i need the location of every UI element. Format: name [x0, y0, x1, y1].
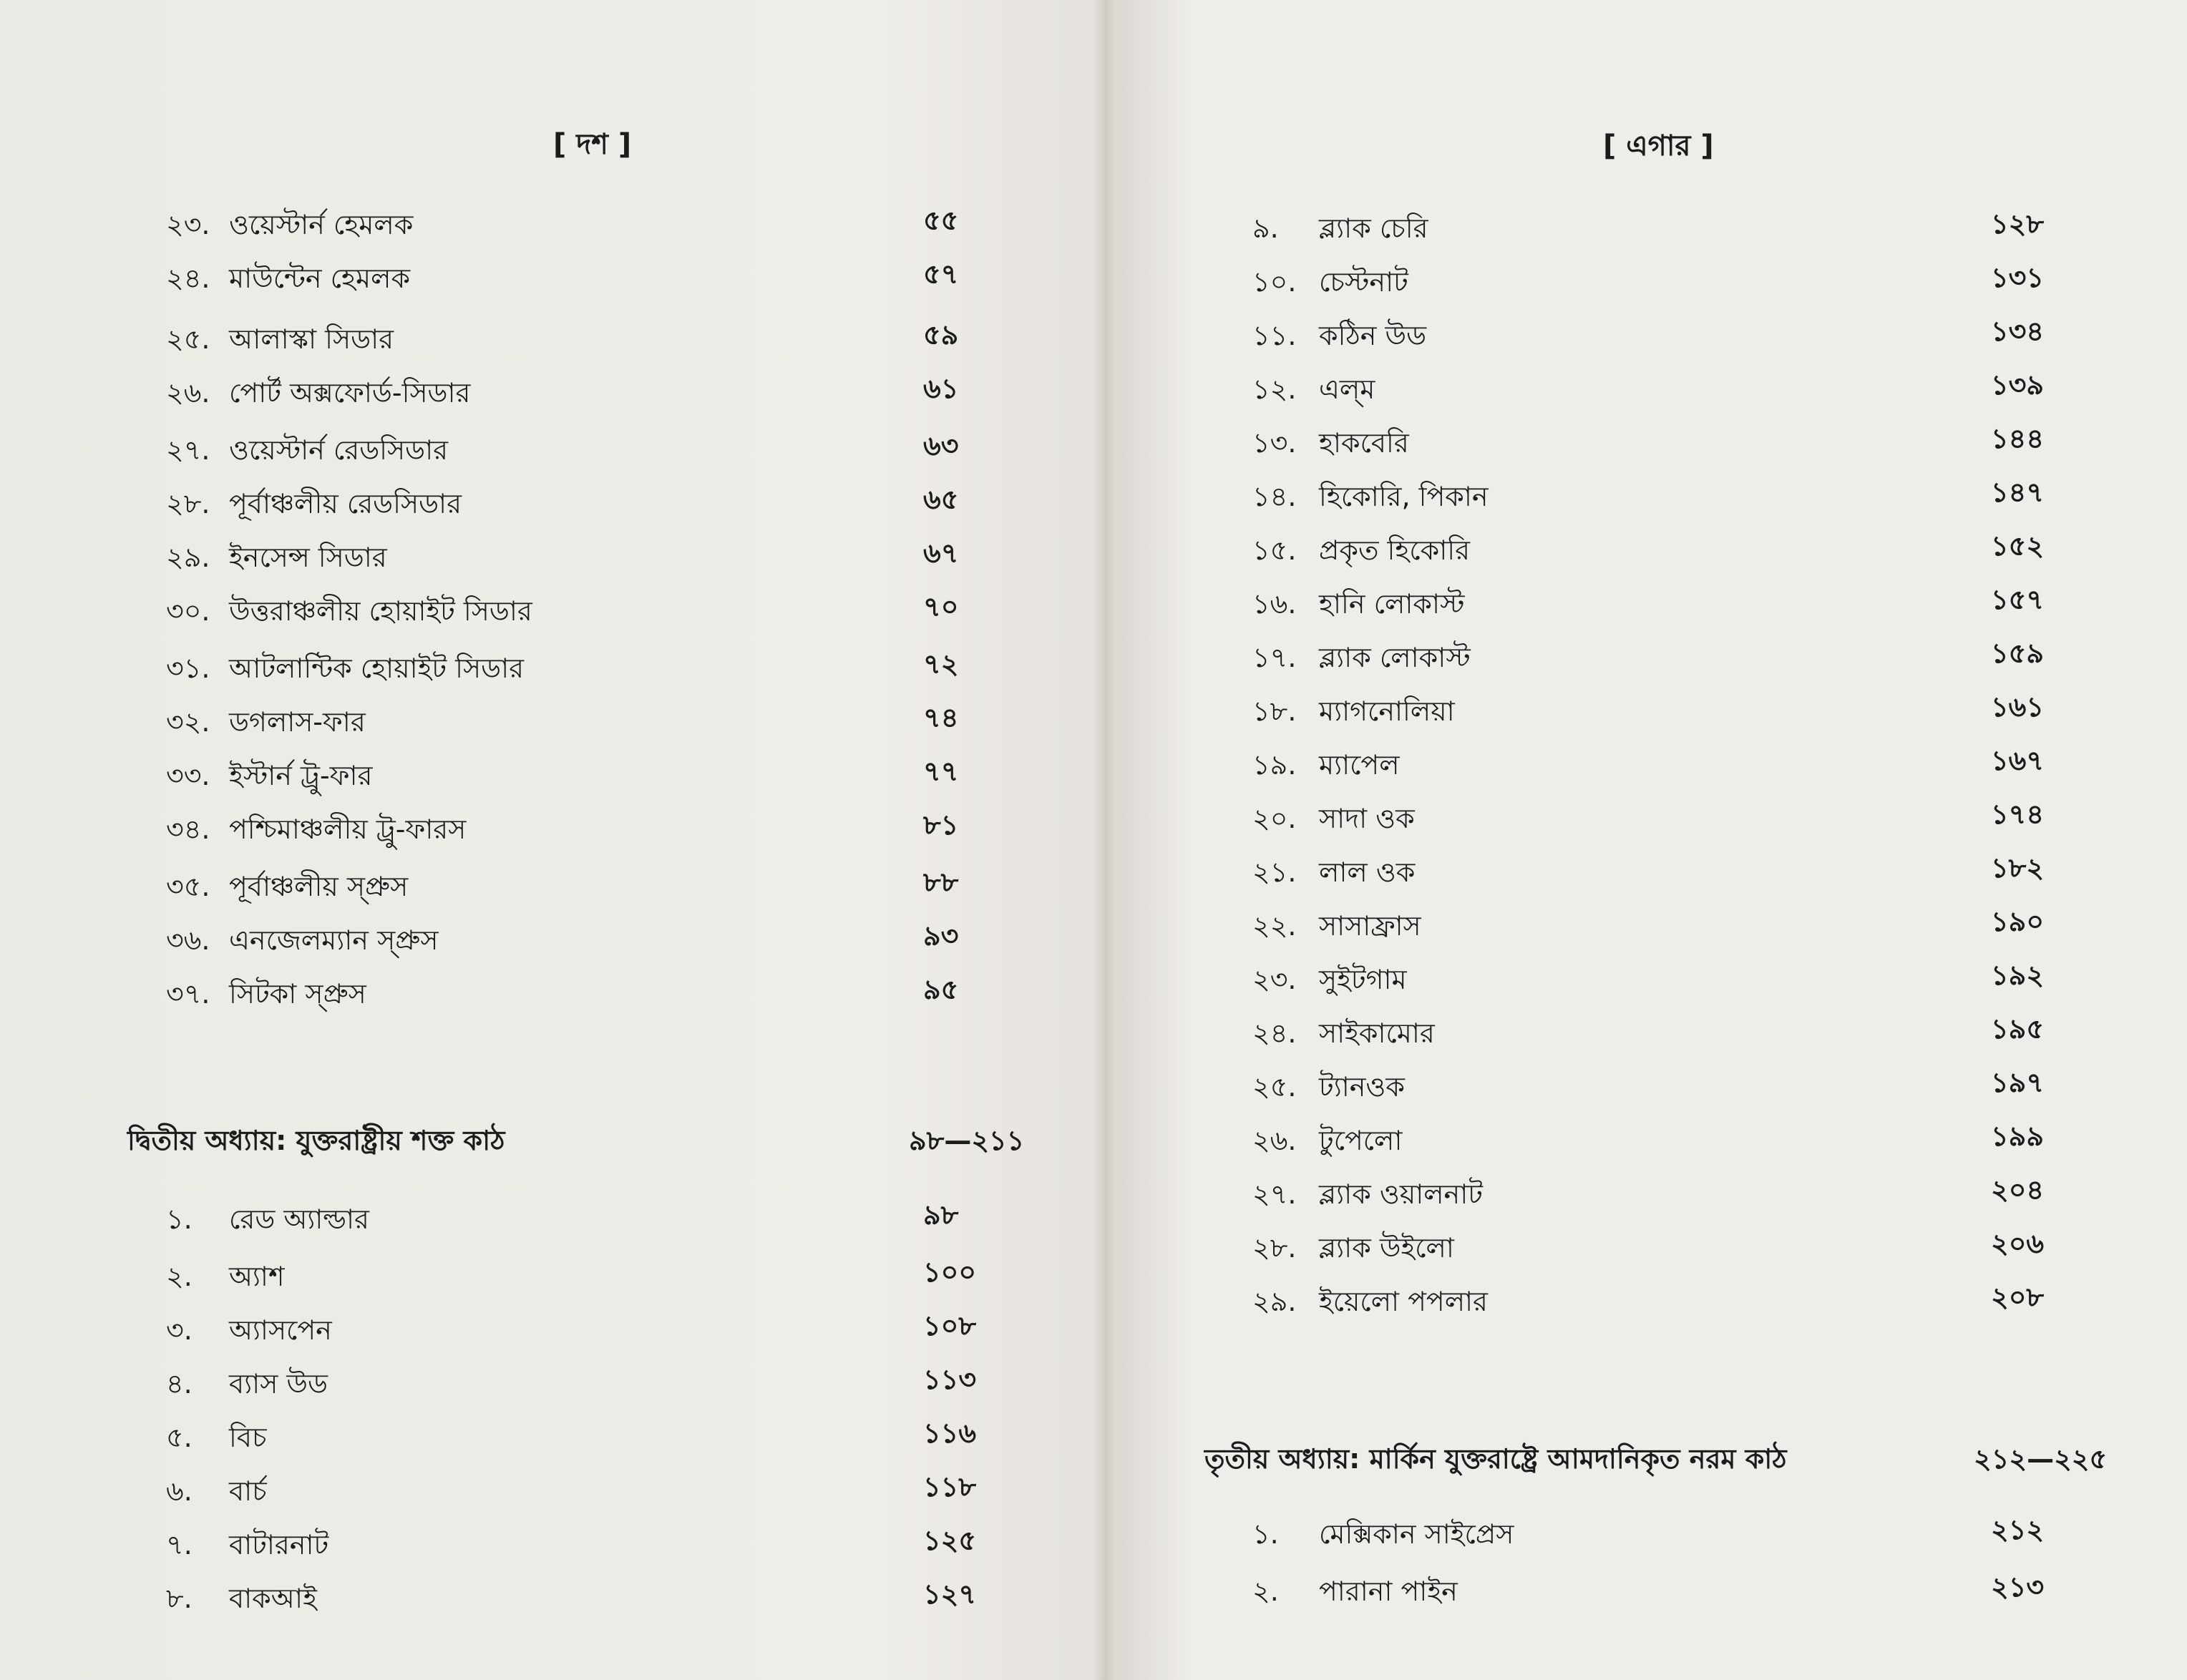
entry-page: ১০০ — [923, 1256, 977, 1288]
entry-page: ১১৮ — [923, 1471, 976, 1503]
entry-page: ১৮২ — [1991, 852, 2045, 884]
entry-title: ব্ল্যাক ওয়ালনাট — [1319, 1178, 1483, 1210]
entry-number: ৩০. — [166, 595, 210, 627]
entry-number: ১৫. — [1252, 534, 1297, 566]
entry-page: ১২৫ — [923, 1525, 977, 1556]
entry-number: ১. — [1252, 1518, 1279, 1550]
entry-number: ২. — [1252, 1576, 1279, 1607]
entry-page: ১৬৭ — [1991, 745, 2045, 776]
entry-title: বিচ — [229, 1422, 267, 1453]
entry-page: ২১২ — [1991, 1514, 2045, 1545]
entry-page: ১৫৭ — [1991, 584, 2045, 615]
entry-page: ১১৬ — [923, 1417, 977, 1449]
entry-number: ২২. — [1252, 910, 1297, 942]
entry-title: ব্যাস উড — [229, 1368, 328, 1400]
entry-number: ১০. — [1252, 266, 1297, 298]
entry-title: আটলান্টিক হোয়াইট সিডার — [229, 653, 525, 684]
entry-number: ২০. — [1252, 803, 1297, 834]
entry-title: মেক্সিকান সাইপ্রেস — [1319, 1518, 1514, 1550]
chapter-title: তৃতীয় অধ্যায়: মার্কিন যুক্তরাষ্ট্রে আমদানিকৃত নরম কাঠ — [1204, 1443, 1787, 1475]
entry-page: ৮৮ — [923, 866, 959, 898]
entry-number: ৩৭. — [166, 978, 210, 1010]
entry-title: রেড অ্যাল্ডার — [229, 1203, 369, 1235]
entry-number: ১৪. — [1252, 481, 1297, 512]
entry-page: ১১৩ — [923, 1364, 977, 1395]
entry-page: ৫৫ — [923, 205, 959, 236]
entry-page: ১৯০ — [1991, 906, 2045, 937]
entry-title: ট্যানওক — [1319, 1071, 1405, 1103]
entry-page: ১৯৭ — [1991, 1067, 2045, 1098]
entry-number: ২৫. — [1252, 1071, 1297, 1103]
entry-title: অ্যাসপেন — [229, 1314, 332, 1346]
entry-number: ৬. — [166, 1475, 193, 1507]
entry-title: ওয়েস্টার্ন হেমলক — [229, 209, 414, 240]
entry-number: ২৩. — [1252, 964, 1297, 995]
chapter-title: দ্বিতীয় অধ্যায়: যুক্তরাষ্ট্রীয় শক্ত কাঠ — [127, 1125, 505, 1156]
entry-page: ৯৫ — [923, 974, 959, 1005]
entry-page: ২১৩ — [1991, 1571, 2045, 1603]
entry-page: ১৬১ — [1991, 691, 2045, 723]
entry-number: ৩২. — [166, 706, 210, 738]
entry-page: ১৫২ — [1991, 530, 2045, 562]
entry-page: ৭৪ — [923, 702, 959, 733]
entry-page: ১৪৭ — [1991, 477, 2045, 508]
entry-title: পারানা পাইন — [1319, 1576, 1458, 1607]
entry-title: উত্তরাঞ্চলীয় হোয়াইট সিডার — [229, 595, 532, 627]
entry-number: ২৫. — [166, 323, 210, 355]
entry-number: ২৮. — [1252, 1232, 1297, 1264]
entry-title: টুপেলো — [1319, 1125, 1403, 1156]
entry-number: ৯. — [1252, 213, 1279, 244]
entry-title: মাউন্টেন হেমলক — [229, 263, 411, 294]
entry-number: ২৪. — [1252, 1017, 1297, 1049]
entry-title: হানি লোকাস্ট — [1319, 588, 1465, 620]
entry-page: ১২৭ — [923, 1578, 977, 1610]
entry-title: ব্ল্যাক লোকাস্ট — [1319, 642, 1471, 673]
entry-number: ৪. — [166, 1368, 193, 1400]
entry-page: ২০৪ — [1991, 1174, 2045, 1206]
entry-title: পূর্বাঞ্চলীয় রেডসিডার — [229, 488, 462, 519]
entry-page: ৯৩ — [923, 920, 959, 952]
entry-title: সাদা ওক — [1319, 803, 1415, 834]
entry-page: ১৯২ — [1991, 959, 2045, 991]
entry-page: ৭০ — [923, 591, 959, 622]
entry-number: ৩৫. — [166, 871, 210, 902]
entry-number: ১৩. — [1252, 427, 1297, 459]
entry-title: হাকবেরি — [1319, 427, 1409, 459]
book-gutter — [1095, 0, 1116, 1680]
entry-page: ৬৩ — [923, 430, 959, 461]
entry-page: ২০৬ — [1991, 1228, 2045, 1259]
entry-title: ব্ল্যাক উইলো — [1319, 1232, 1454, 1264]
entry-page: ৬৭ — [923, 537, 959, 569]
entry-title: ইস্টার্ন ট্রু-ফার — [229, 760, 373, 791]
entry-number: ৩৩. — [166, 760, 210, 791]
entry-page: ২০৮ — [1991, 1281, 2045, 1313]
entry-title: ম্যাপেল — [1319, 749, 1400, 781]
chapter-page-range: ৯৮—২১১ — [909, 1125, 1025, 1156]
entry-number: ১. — [166, 1203, 193, 1235]
entry-title: আলাস্কা সিডার — [229, 323, 394, 355]
entry-page: ১৩৪ — [1991, 316, 2045, 347]
entry-number: ৫. — [166, 1422, 193, 1453]
right-page-number-header: [ এগার ] — [1603, 130, 1714, 162]
entry-page: ১৯৫ — [1991, 1013, 2044, 1045]
entry-number: ২৪. — [166, 263, 210, 294]
entry-page: ১২৮ — [1991, 208, 2045, 240]
entry-title: চেস্টনাট — [1319, 266, 1408, 298]
entry-title: বাটারনাট — [229, 1529, 329, 1561]
entry-title: হিকোরি, পিকান — [1319, 481, 1489, 512]
entry-page: ৫৯ — [923, 319, 959, 351]
entry-title: ব্ল্যাক চেরি — [1319, 213, 1428, 244]
entry-number: ৭. — [166, 1529, 193, 1561]
entry-page: ৬১ — [923, 373, 959, 404]
entry-number: ২৯. — [1252, 1286, 1297, 1317]
entry-number: ২৩. — [166, 209, 210, 240]
entry-number: ২৬. — [1252, 1125, 1297, 1156]
entry-page: ৮১ — [923, 809, 959, 841]
entry-page: ১৫৯ — [1991, 638, 2044, 669]
entry-title: এল্‌ম — [1319, 373, 1375, 405]
entry-title: সাইকামোর — [1319, 1017, 1435, 1049]
entry-number: ৩৬. — [166, 924, 210, 956]
entry-number: ৩. — [166, 1314, 193, 1346]
entry-title: ইয়েলো পপলার — [1319, 1286, 1488, 1317]
entry-page: ৬৫ — [923, 484, 959, 515]
entry-page: ৭২ — [923, 648, 959, 680]
entry-page: ১৯৯ — [1991, 1120, 2044, 1152]
entry-title: পূর্বাঞ্চলীয় স্প্রুস — [229, 871, 409, 902]
entry-title: ডগলাস-ফার — [229, 706, 366, 738]
entry-page: ১৩৯ — [1991, 369, 2045, 401]
entry-title: ম্যাগনোলিয়া — [1319, 695, 1455, 727]
entry-number: ১৬. — [1252, 588, 1297, 620]
entry-page: ১০৮ — [923, 1310, 977, 1342]
entry-number: ৩৪. — [166, 814, 210, 845]
entry-title: ইনসেন্স সিডার — [229, 542, 387, 573]
chapter-page-range: ২১২—২২৫ — [1974, 1443, 2108, 1475]
entry-number: ২. — [166, 1261, 193, 1292]
entry-page: ৭৭ — [923, 756, 959, 787]
entry-number: ৮. — [166, 1583, 193, 1614]
entry-title: সিটকা স্প্রুস — [229, 978, 366, 1010]
entry-title: কঠিন উড — [1319, 320, 1427, 351]
entry-number: ২৭. — [1252, 1178, 1297, 1210]
entry-page: ১৩১ — [1991, 262, 2045, 293]
entry-number: ১৮. — [1252, 695, 1297, 727]
entry-title: এনজেলম্যান স্প্রুস — [229, 924, 439, 956]
entry-title: পোর্ট অক্সফোর্ড-সিডার — [229, 377, 471, 409]
entry-title: বাকআই — [229, 1583, 317, 1614]
entry-number: ২৭. — [166, 434, 210, 466]
entry-number: ২৬. — [166, 377, 210, 409]
entry-page: ৫৭ — [923, 258, 959, 290]
entry-page: ১৭৪ — [1991, 799, 2045, 830]
entry-title: পশ্চিমাঞ্চলীয় ট্রু-ফারস — [229, 814, 467, 845]
entry-title: লাল ওক — [1319, 856, 1416, 888]
entry-number: ১৯. — [1252, 749, 1297, 781]
entry-number: ১১. — [1252, 320, 1297, 351]
entry-number: ২৯. — [166, 542, 210, 573]
entry-title: প্রকৃত হিকোরি — [1319, 534, 1471, 566]
entry-title: ওয়েস্টার্ন রেডসিডার — [229, 434, 449, 466]
entry-page: ১৪৪ — [1991, 423, 2044, 454]
entry-title: বার্চ — [229, 1475, 267, 1507]
entry-title: সুইটগাম — [1319, 964, 1407, 995]
entry-number: ২১. — [1252, 856, 1297, 888]
left-page-number-header: [ দশ ] — [553, 128, 632, 161]
entry-title: অ্যাশ — [229, 1261, 285, 1292]
entry-page: ৯৮ — [923, 1199, 959, 1231]
entry-title: সাসাফ্রাস — [1319, 910, 1421, 942]
entry-number: ১৭. — [1252, 642, 1297, 673]
entry-number: ২৮. — [166, 488, 210, 519]
entry-number: ১২. — [1252, 373, 1297, 405]
entry-number: ৩১. — [166, 653, 210, 684]
